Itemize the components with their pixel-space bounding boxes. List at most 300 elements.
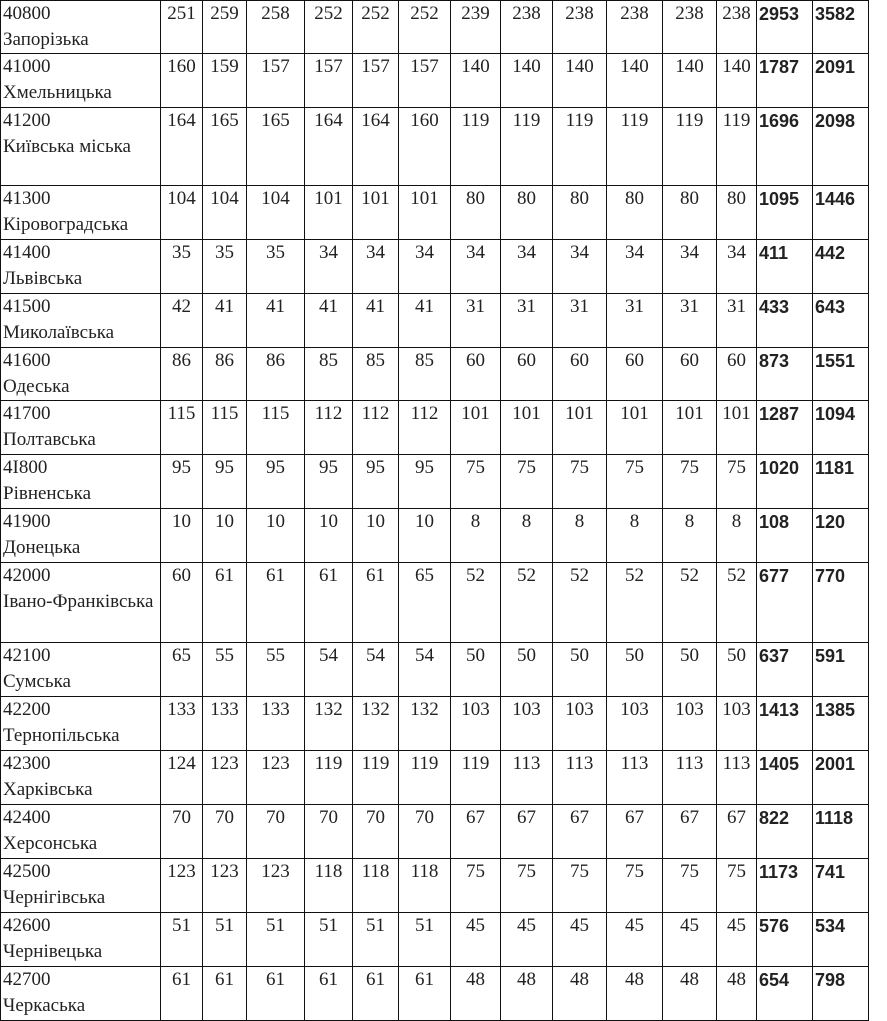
value-cell: 35 — [247, 240, 305, 294]
value-cell: 10 — [247, 509, 305, 563]
value-cell: 133 — [161, 697, 203, 751]
region-code: 41000 — [3, 56, 51, 77]
region-name: Кіровоградська — [3, 214, 129, 235]
region-cell — [1, 805, 161, 859]
region-code: 40800 — [3, 3, 51, 24]
total-cell: 2953 — [757, 1, 813, 54]
region-name: Черкаська — [3, 995, 86, 1016]
region-name: Одеська — [3, 376, 70, 397]
value-cell: 45 — [607, 913, 663, 967]
region-code: 42600 — [3, 915, 51, 936]
value-cell: 119 — [663, 108, 717, 186]
value-cell: 103 — [717, 697, 757, 751]
total-cell: 1385 — [813, 697, 869, 751]
region-code: 41700 — [3, 403, 51, 424]
value-cell: 95 — [305, 455, 353, 509]
value-cell: 101 — [553, 401, 607, 455]
total-cell: 1020 — [757, 455, 813, 509]
value-cell: 67 — [607, 805, 663, 859]
region-code: 41400 — [3, 242, 51, 263]
value-cell: 10 — [305, 509, 353, 563]
value-cell: 159 — [203, 54, 247, 108]
region-name: Харківська — [3, 779, 93, 800]
value-cell: 118 — [399, 859, 451, 913]
value-cell: 101 — [305, 186, 353, 240]
total-cell: 770 — [813, 563, 869, 643]
value-cell: 61 — [305, 563, 353, 643]
table-row — [1, 967, 869, 1021]
value-cell: 75 — [553, 859, 607, 913]
value-cell: 103 — [501, 697, 553, 751]
region-cell — [1, 697, 161, 751]
value-cell: 45 — [451, 913, 501, 967]
value-cell: 165 — [247, 108, 305, 186]
region-name: Тернопільська — [3, 725, 120, 746]
total-cell: 798 — [813, 967, 869, 1021]
value-cell: 61 — [247, 967, 305, 1021]
value-cell: 31 — [501, 294, 553, 348]
value-cell: 133 — [247, 697, 305, 751]
table-row — [1, 913, 869, 967]
value-cell: 75 — [451, 859, 501, 913]
table-row — [1, 348, 869, 401]
value-cell: 164 — [161, 108, 203, 186]
value-cell: 50 — [607, 643, 663, 697]
value-cell: 51 — [353, 913, 399, 967]
total-cell: 643 — [813, 294, 869, 348]
value-cell: 45 — [553, 913, 607, 967]
region-code: 41600 — [3, 350, 51, 371]
region-name: Херсонська — [3, 833, 98, 854]
region-code: 41200 — [3, 110, 51, 131]
value-cell: 70 — [161, 805, 203, 859]
value-cell: 31 — [663, 294, 717, 348]
total-cell: 1696 — [757, 108, 813, 186]
value-cell: 45 — [663, 913, 717, 967]
value-cell: 80 — [501, 186, 553, 240]
value-cell: 52 — [451, 563, 501, 643]
region-code: 4I800 — [3, 457, 48, 478]
table-row — [1, 108, 869, 186]
value-cell: 67 — [663, 805, 717, 859]
value-cell: 60 — [553, 348, 607, 401]
value-cell: 70 — [353, 805, 399, 859]
value-cell: 119 — [553, 108, 607, 186]
value-cell: 157 — [305, 54, 353, 108]
value-cell: 75 — [607, 455, 663, 509]
region-cell — [1, 859, 161, 913]
value-cell: 119 — [305, 751, 353, 805]
value-cell: 75 — [553, 455, 607, 509]
value-cell: 140 — [501, 54, 553, 108]
value-cell: 61 — [305, 967, 353, 1021]
value-cell: 31 — [553, 294, 607, 348]
value-cell: 85 — [353, 348, 399, 401]
value-cell: 52 — [717, 563, 757, 643]
value-cell: 157 — [399, 54, 451, 108]
value-cell: 101 — [501, 401, 553, 455]
value-cell: 85 — [399, 348, 451, 401]
value-cell: 113 — [663, 751, 717, 805]
region-name: Запорізька — [3, 29, 89, 50]
region-code: 42100 — [3, 645, 51, 666]
region-name: Чернівецька — [3, 941, 103, 962]
total-cell: 677 — [757, 563, 813, 643]
region-name: Хмельницька — [3, 82, 112, 103]
region-code: 42000 — [3, 565, 51, 586]
total-cell: 2098 — [813, 108, 869, 186]
total-cell: 2001 — [813, 751, 869, 805]
value-cell: 259 — [203, 1, 247, 54]
value-cell: 133 — [203, 697, 247, 751]
value-cell: 157 — [247, 54, 305, 108]
region-name: Київська міська — [3, 136, 131, 157]
total-cell: 1095 — [757, 186, 813, 240]
value-cell: 41 — [247, 294, 305, 348]
table-row — [1, 643, 869, 697]
value-cell: 60 — [451, 348, 501, 401]
value-cell: 67 — [451, 805, 501, 859]
value-cell: 238 — [717, 1, 757, 54]
region-cell — [1, 186, 161, 240]
table-row — [1, 697, 869, 751]
value-cell: 238 — [663, 1, 717, 54]
value-cell: 34 — [553, 240, 607, 294]
region-cell — [1, 348, 161, 401]
value-cell: 123 — [247, 859, 305, 913]
value-cell: 8 — [553, 509, 607, 563]
value-cell: 119 — [399, 751, 451, 805]
value-cell: 112 — [305, 401, 353, 455]
region-code: 42500 — [3, 861, 51, 882]
total-cell: 637 — [757, 643, 813, 697]
value-cell: 80 — [607, 186, 663, 240]
value-cell: 55 — [203, 643, 247, 697]
value-cell: 60 — [161, 563, 203, 643]
region-name: Івано-Франківська — [3, 591, 154, 612]
region-code: 41500 — [3, 296, 51, 317]
value-cell: 41 — [203, 294, 247, 348]
region-cell — [1, 563, 161, 643]
value-cell: 8 — [663, 509, 717, 563]
region-name: Чернігівська — [3, 887, 106, 908]
value-cell: 8 — [451, 509, 501, 563]
value-cell: 8 — [717, 509, 757, 563]
value-cell: 31 — [717, 294, 757, 348]
value-cell: 51 — [161, 913, 203, 967]
value-cell: 95 — [247, 455, 305, 509]
value-cell: 101 — [717, 401, 757, 455]
value-cell: 31 — [607, 294, 663, 348]
value-cell: 34 — [399, 240, 451, 294]
region-cell — [1, 54, 161, 108]
value-cell: 34 — [451, 240, 501, 294]
value-cell: 8 — [501, 509, 553, 563]
value-cell: 80 — [553, 186, 607, 240]
value-cell: 48 — [553, 967, 607, 1021]
region-cell — [1, 108, 161, 186]
value-cell: 164 — [305, 108, 353, 186]
value-cell: 34 — [663, 240, 717, 294]
value-cell: 238 — [501, 1, 553, 54]
value-cell: 95 — [353, 455, 399, 509]
value-cell: 70 — [399, 805, 451, 859]
value-cell: 34 — [717, 240, 757, 294]
value-cell: 61 — [247, 563, 305, 643]
value-cell: 35 — [161, 240, 203, 294]
value-cell: 113 — [717, 751, 757, 805]
value-cell: 54 — [353, 643, 399, 697]
total-cell: 442 — [813, 240, 869, 294]
value-cell: 75 — [717, 455, 757, 509]
region-cell — [1, 509, 161, 563]
value-cell: 252 — [353, 1, 399, 54]
value-cell: 85 — [305, 348, 353, 401]
value-cell: 48 — [451, 967, 501, 1021]
region-name: Миколаївська — [3, 322, 115, 343]
value-cell: 113 — [501, 751, 553, 805]
value-cell: 112 — [399, 401, 451, 455]
value-cell: 157 — [353, 54, 399, 108]
value-cell: 95 — [399, 455, 451, 509]
value-cell: 52 — [663, 563, 717, 643]
value-cell: 95 — [161, 455, 203, 509]
table-row — [1, 240, 869, 294]
region-code: 42400 — [3, 807, 51, 828]
value-cell: 140 — [607, 54, 663, 108]
value-cell: 101 — [353, 186, 399, 240]
value-cell: 103 — [451, 697, 501, 751]
value-cell: 75 — [663, 859, 717, 913]
value-cell: 252 — [305, 1, 353, 54]
region-name: Полтавська — [3, 429, 96, 450]
table-row — [1, 563, 869, 643]
total-cell: 873 — [757, 348, 813, 401]
total-cell: 120 — [813, 509, 869, 563]
value-cell: 60 — [663, 348, 717, 401]
value-cell: 42 — [161, 294, 203, 348]
region-code: 42700 — [3, 969, 51, 990]
total-cell: 1118 — [813, 805, 869, 859]
table-row — [1, 509, 869, 563]
total-cell: 2091 — [813, 54, 869, 108]
value-cell: 86 — [247, 348, 305, 401]
value-cell: 252 — [399, 1, 451, 54]
value-cell: 50 — [717, 643, 757, 697]
value-cell: 10 — [161, 509, 203, 563]
value-cell: 61 — [203, 563, 247, 643]
value-cell: 118 — [305, 859, 353, 913]
value-cell: 112 — [353, 401, 399, 455]
value-cell: 67 — [501, 805, 553, 859]
value-cell: 61 — [161, 967, 203, 1021]
value-cell: 31 — [451, 294, 501, 348]
total-cell: 1094 — [813, 401, 869, 455]
total-cell: 822 — [757, 805, 813, 859]
value-cell: 80 — [717, 186, 757, 240]
value-cell: 70 — [305, 805, 353, 859]
value-cell: 54 — [305, 643, 353, 697]
value-cell: 35 — [203, 240, 247, 294]
value-cell: 41 — [305, 294, 353, 348]
value-cell: 52 — [607, 563, 663, 643]
value-cell: 61 — [203, 967, 247, 1021]
value-cell: 51 — [399, 913, 451, 967]
value-cell: 103 — [553, 697, 607, 751]
region-cell — [1, 751, 161, 805]
value-cell: 75 — [451, 455, 501, 509]
total-cell: 576 — [757, 913, 813, 967]
value-cell: 113 — [553, 751, 607, 805]
value-cell: 45 — [717, 913, 757, 967]
region-cell — [1, 455, 161, 509]
total-cell: 1787 — [757, 54, 813, 108]
total-cell: 1181 — [813, 455, 869, 509]
table-row — [1, 294, 869, 348]
total-cell: 1551 — [813, 348, 869, 401]
region-cell — [1, 294, 161, 348]
value-cell: 80 — [451, 186, 501, 240]
value-cell: 75 — [663, 455, 717, 509]
total-cell: 1173 — [757, 859, 813, 913]
value-cell: 34 — [305, 240, 353, 294]
value-cell: 8 — [607, 509, 663, 563]
value-cell: 45 — [501, 913, 553, 967]
value-cell: 34 — [353, 240, 399, 294]
value-cell: 104 — [247, 186, 305, 240]
value-cell: 60 — [717, 348, 757, 401]
region-name: Сумська — [3, 671, 71, 692]
value-cell: 48 — [663, 967, 717, 1021]
value-cell: 65 — [161, 643, 203, 697]
value-cell: 103 — [607, 697, 663, 751]
region-name: Львівська — [3, 268, 83, 289]
value-cell: 104 — [161, 186, 203, 240]
region-cell — [1, 913, 161, 967]
value-cell: 119 — [353, 751, 399, 805]
table-row — [1, 859, 869, 913]
value-cell: 67 — [553, 805, 607, 859]
value-cell: 165 — [203, 108, 247, 186]
value-cell: 123 — [203, 751, 247, 805]
value-cell: 119 — [451, 751, 501, 805]
total-cell: 534 — [813, 913, 869, 967]
value-cell: 119 — [607, 108, 663, 186]
value-cell: 75 — [717, 859, 757, 913]
value-cell: 48 — [501, 967, 553, 1021]
value-cell: 10 — [353, 509, 399, 563]
value-cell: 70 — [203, 805, 247, 859]
table-row — [1, 54, 869, 108]
value-cell: 132 — [399, 697, 451, 751]
value-cell: 258 — [247, 1, 305, 54]
value-cell: 140 — [451, 54, 501, 108]
total-cell: 3582 — [813, 1, 869, 54]
value-cell: 251 — [161, 1, 203, 54]
value-cell: 48 — [607, 967, 663, 1021]
value-cell: 51 — [305, 913, 353, 967]
value-cell: 160 — [161, 54, 203, 108]
value-cell: 164 — [353, 108, 399, 186]
value-cell: 118 — [353, 859, 399, 913]
value-cell: 115 — [247, 401, 305, 455]
region-cell — [1, 1, 161, 54]
value-cell: 113 — [607, 751, 663, 805]
value-cell: 115 — [203, 401, 247, 455]
table-row — [1, 805, 869, 859]
value-cell: 50 — [451, 643, 501, 697]
value-cell: 95 — [203, 455, 247, 509]
table-body — [1, 1, 869, 1021]
value-cell: 101 — [399, 186, 451, 240]
value-cell: 60 — [607, 348, 663, 401]
total-cell: 411 — [757, 240, 813, 294]
value-cell: 140 — [717, 54, 757, 108]
table-row — [1, 401, 869, 455]
value-cell: 10 — [203, 509, 247, 563]
value-cell: 160 — [399, 108, 451, 186]
value-cell: 101 — [451, 401, 501, 455]
total-cell: 741 — [813, 859, 869, 913]
value-cell: 103 — [663, 697, 717, 751]
value-cell: 119 — [451, 108, 501, 186]
value-cell: 50 — [501, 643, 553, 697]
value-cell: 140 — [663, 54, 717, 108]
value-cell: 51 — [247, 913, 305, 967]
value-cell: 70 — [247, 805, 305, 859]
total-cell: 433 — [757, 294, 813, 348]
total-cell: 591 — [813, 643, 869, 697]
value-cell: 140 — [553, 54, 607, 108]
region-code: 41900 — [3, 511, 51, 532]
table-row — [1, 751, 869, 805]
value-cell: 239 — [451, 1, 501, 54]
value-cell: 50 — [663, 643, 717, 697]
value-cell: 61 — [399, 967, 451, 1021]
value-cell: 123 — [203, 859, 247, 913]
value-cell: 124 — [161, 751, 203, 805]
value-cell: 65 — [399, 563, 451, 643]
table-row — [1, 186, 869, 240]
value-cell: 75 — [607, 859, 663, 913]
region-name: Рівненська — [3, 483, 92, 504]
value-cell: 123 — [161, 859, 203, 913]
region-name: Донецька — [3, 537, 81, 558]
value-cell: 86 — [203, 348, 247, 401]
value-cell: 54 — [399, 643, 451, 697]
table-row — [1, 455, 869, 509]
value-cell: 119 — [501, 108, 553, 186]
value-cell: 132 — [305, 697, 353, 751]
value-cell: 34 — [607, 240, 663, 294]
value-cell: 52 — [553, 563, 607, 643]
value-cell: 48 — [717, 967, 757, 1021]
region-cell — [1, 643, 161, 697]
value-cell: 132 — [353, 697, 399, 751]
value-cell: 52 — [501, 563, 553, 643]
value-cell: 80 — [663, 186, 717, 240]
value-cell: 41 — [353, 294, 399, 348]
region-cell — [1, 967, 161, 1021]
value-cell: 238 — [607, 1, 663, 54]
region-cell — [1, 401, 161, 455]
table-row — [1, 1, 869, 54]
total-cell: 654 — [757, 967, 813, 1021]
value-cell: 10 — [399, 509, 451, 563]
total-cell: 1405 — [757, 751, 813, 805]
value-cell: 75 — [501, 859, 553, 913]
value-cell: 86 — [161, 348, 203, 401]
